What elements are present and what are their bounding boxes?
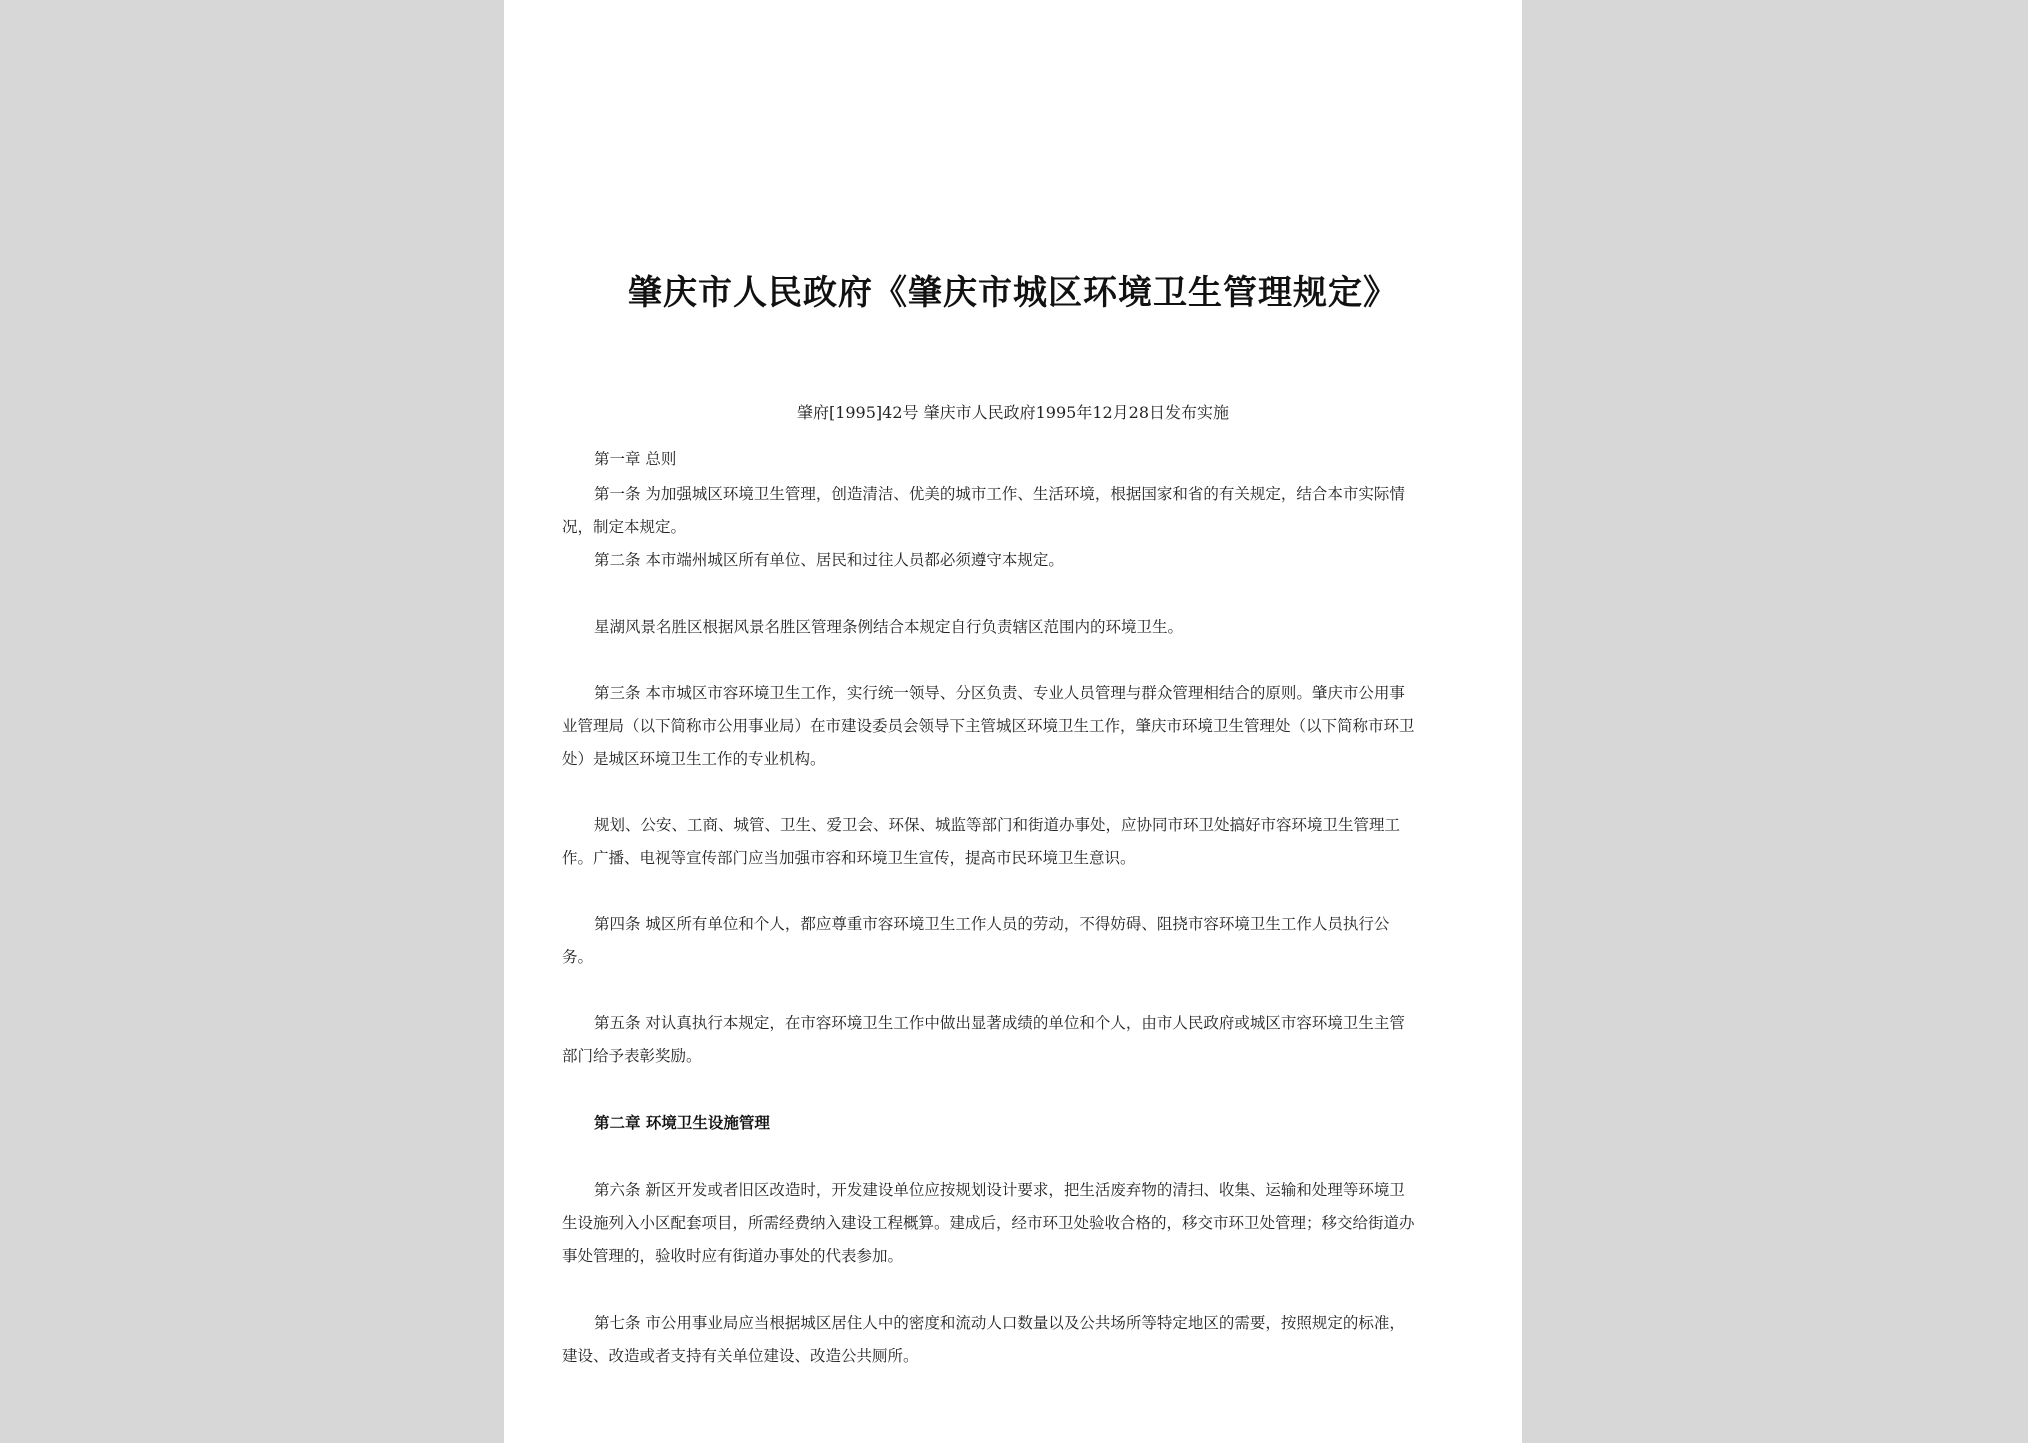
paragraph-line: 况，制定本规定。 — [562, 518, 687, 536]
paragraph-line: 第一条 为加强城区环境卫生管理，创造清洁、优美的城市工作、生活环境，根据国家和省的有关规定，结合本市实际情 — [594, 485, 1405, 503]
document-subtitle: 肇府[1995]42号 肇庆市人民政府1995年12月28日发布实施 — [796, 403, 1230, 422]
paragraph-line: 业管理局（以下简称市公用事业局）在市建设委员会领导下主管城区环境卫生工作，肇庆市环境卫生管理处（以下简称市环卫 — [562, 717, 1415, 735]
paragraph-line: 处）是城区环境卫生工作的专业机构。 — [562, 750, 826, 768]
chapter-heading: 第一章 总则 — [594, 450, 677, 468]
paragraph-line: 作。广播、电视等宣传部门应当加强市容和环境卫生宣传，提高市民环境卫生意识。 — [562, 849, 1136, 867]
paragraph-line: 生设施列入小区配套项目，所需经费纳入建设工程概算。建成后，经市环卫处验收合格的，移交市环卫处管理；移交给街道办 — [562, 1214, 1415, 1232]
paragraph-line: 第七条 市公用事业局应当根据城区居住人中的密度和流动人口数量以及公共场所等特定地区的需要，按照规定的标准， — [594, 1314, 1405, 1332]
document-title: 肇庆市人民政府《肇庆市城区环境卫生管理规定》 — [628, 273, 1398, 313]
paragraph-line: 部门给予表彰奖励。 — [562, 1047, 702, 1065]
chapter-heading: 第二章 环境卫生设施管理 — [594, 1113, 770, 1132]
paragraph-line: 第四条 城区所有单位和个人，都应尊重市容环境卫生工作人员的劳动，不得妨碍、阻挠市容环境卫生工作人员执行公 — [594, 915, 1390, 933]
paragraph-line: 务。 — [562, 948, 594, 966]
paragraph-line: 规划、公安、工商、城管、卫生、爱卫会、环保、城监等部门和街道办事处，应协同市环卫处搞好市容环境卫生管理工 — [594, 816, 1401, 834]
paragraph-line: 第二条 本市端州城区所有单位、居民和过往人员都必须遵守本规定。 — [594, 551, 1064, 569]
paragraph-line: 第六条 新区开发或者旧区改造时，开发建设单位应按规划设计要求，把生活废弃物的清扫、收集、运输和处理等环境卫 — [594, 1181, 1405, 1199]
document-page — [504, 0, 1522, 1443]
paragraph-line: 事处管理的，验收时应有街道办事处的代表参加。 — [562, 1247, 904, 1265]
paragraph-line: 星湖风景名胜区根据风景名胜区管理条例结合本规定自行负责辖区范围内的环境卫生。 — [594, 618, 1184, 636]
paragraph-line: 第三条 本市城区市容环境卫生工作，实行统一领导、分区负责、专业人员管理与群众管理相结合的原则。肇庆市公用事 — [594, 684, 1405, 702]
paragraph-line: 建设、改造或者支持有关单位建设、改造公共厕所。 — [562, 1347, 919, 1365]
paragraph-line: 第五条 对认真执行本规定，在市容环境卫生工作中做出显著成绩的单位和个人，由市人民政府或城区市容环境卫生主管 — [594, 1014, 1405, 1032]
